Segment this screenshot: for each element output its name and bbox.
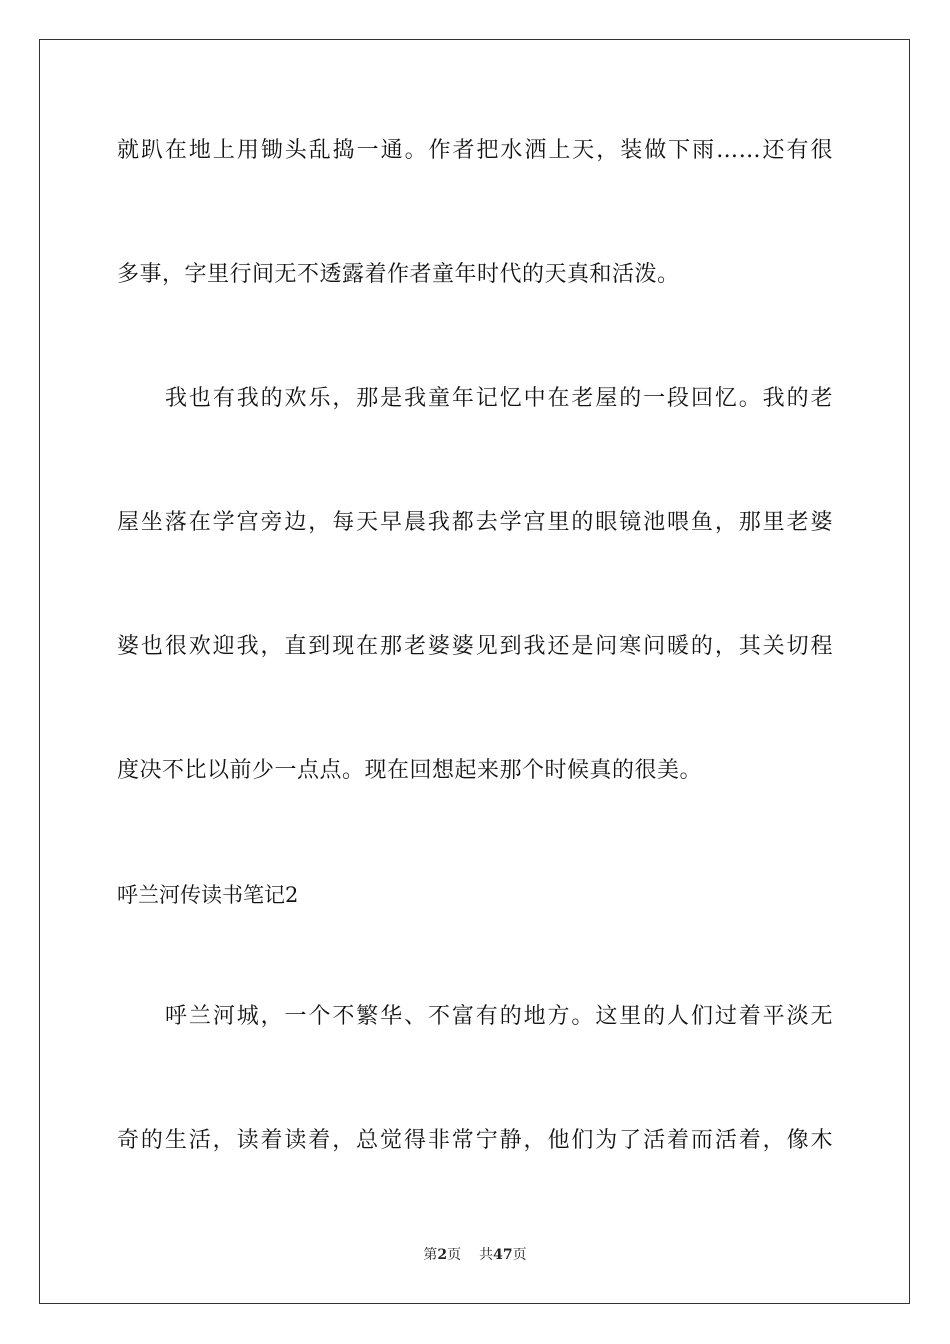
footer-total-suffix: 页 xyxy=(512,1247,527,1263)
footer-page-current: 2 xyxy=(437,1247,448,1263)
paragraph-line-4: 屋坐落在学宫旁边，每天早晨我都去学宫里的眼镜池喂鱼，那里老婆 xyxy=(117,510,833,535)
paragraph-line-5: 婆也很欢迎我，直到现在那老婆婆见到我还是问寒问暖的，其关切程 xyxy=(117,634,833,659)
paragraph-line-7: 呼兰河城，一个不繁华、不富有的地方。这里的人们过着平淡无 xyxy=(165,1004,833,1029)
paragraph-line-3: 我也有我的欢乐，那是我童年记忆中在老屋的一段回忆。我的老 xyxy=(165,386,833,411)
footer-page-total: 47 xyxy=(493,1247,513,1263)
paragraph-line-6: 度决不比以前少一点点。现在回想起来那个时候真的很美。 xyxy=(117,758,703,783)
paragraph-line-1: 就趴在地上用锄头乱捣一通。作者把水洒上天，装做下雨……还有很 xyxy=(117,138,833,163)
section-heading: 呼兰河传读书笔记2 xyxy=(117,883,299,907)
page-footer xyxy=(0,1245,950,1265)
footer-page-prefix: 第 xyxy=(423,1247,438,1263)
footer-page-suffix: 页 xyxy=(447,1247,462,1263)
footer-total-prefix: 共 xyxy=(479,1247,494,1263)
page-frame xyxy=(39,39,910,1304)
paragraph-line-8: 奇的生活，读着读着，总觉得非常宁静，他们为了活着而活着，像木 xyxy=(117,1128,833,1153)
paragraph-line-2: 多事，字里行间无不透露着作者童年时代的天真和活泼。 xyxy=(117,262,680,287)
